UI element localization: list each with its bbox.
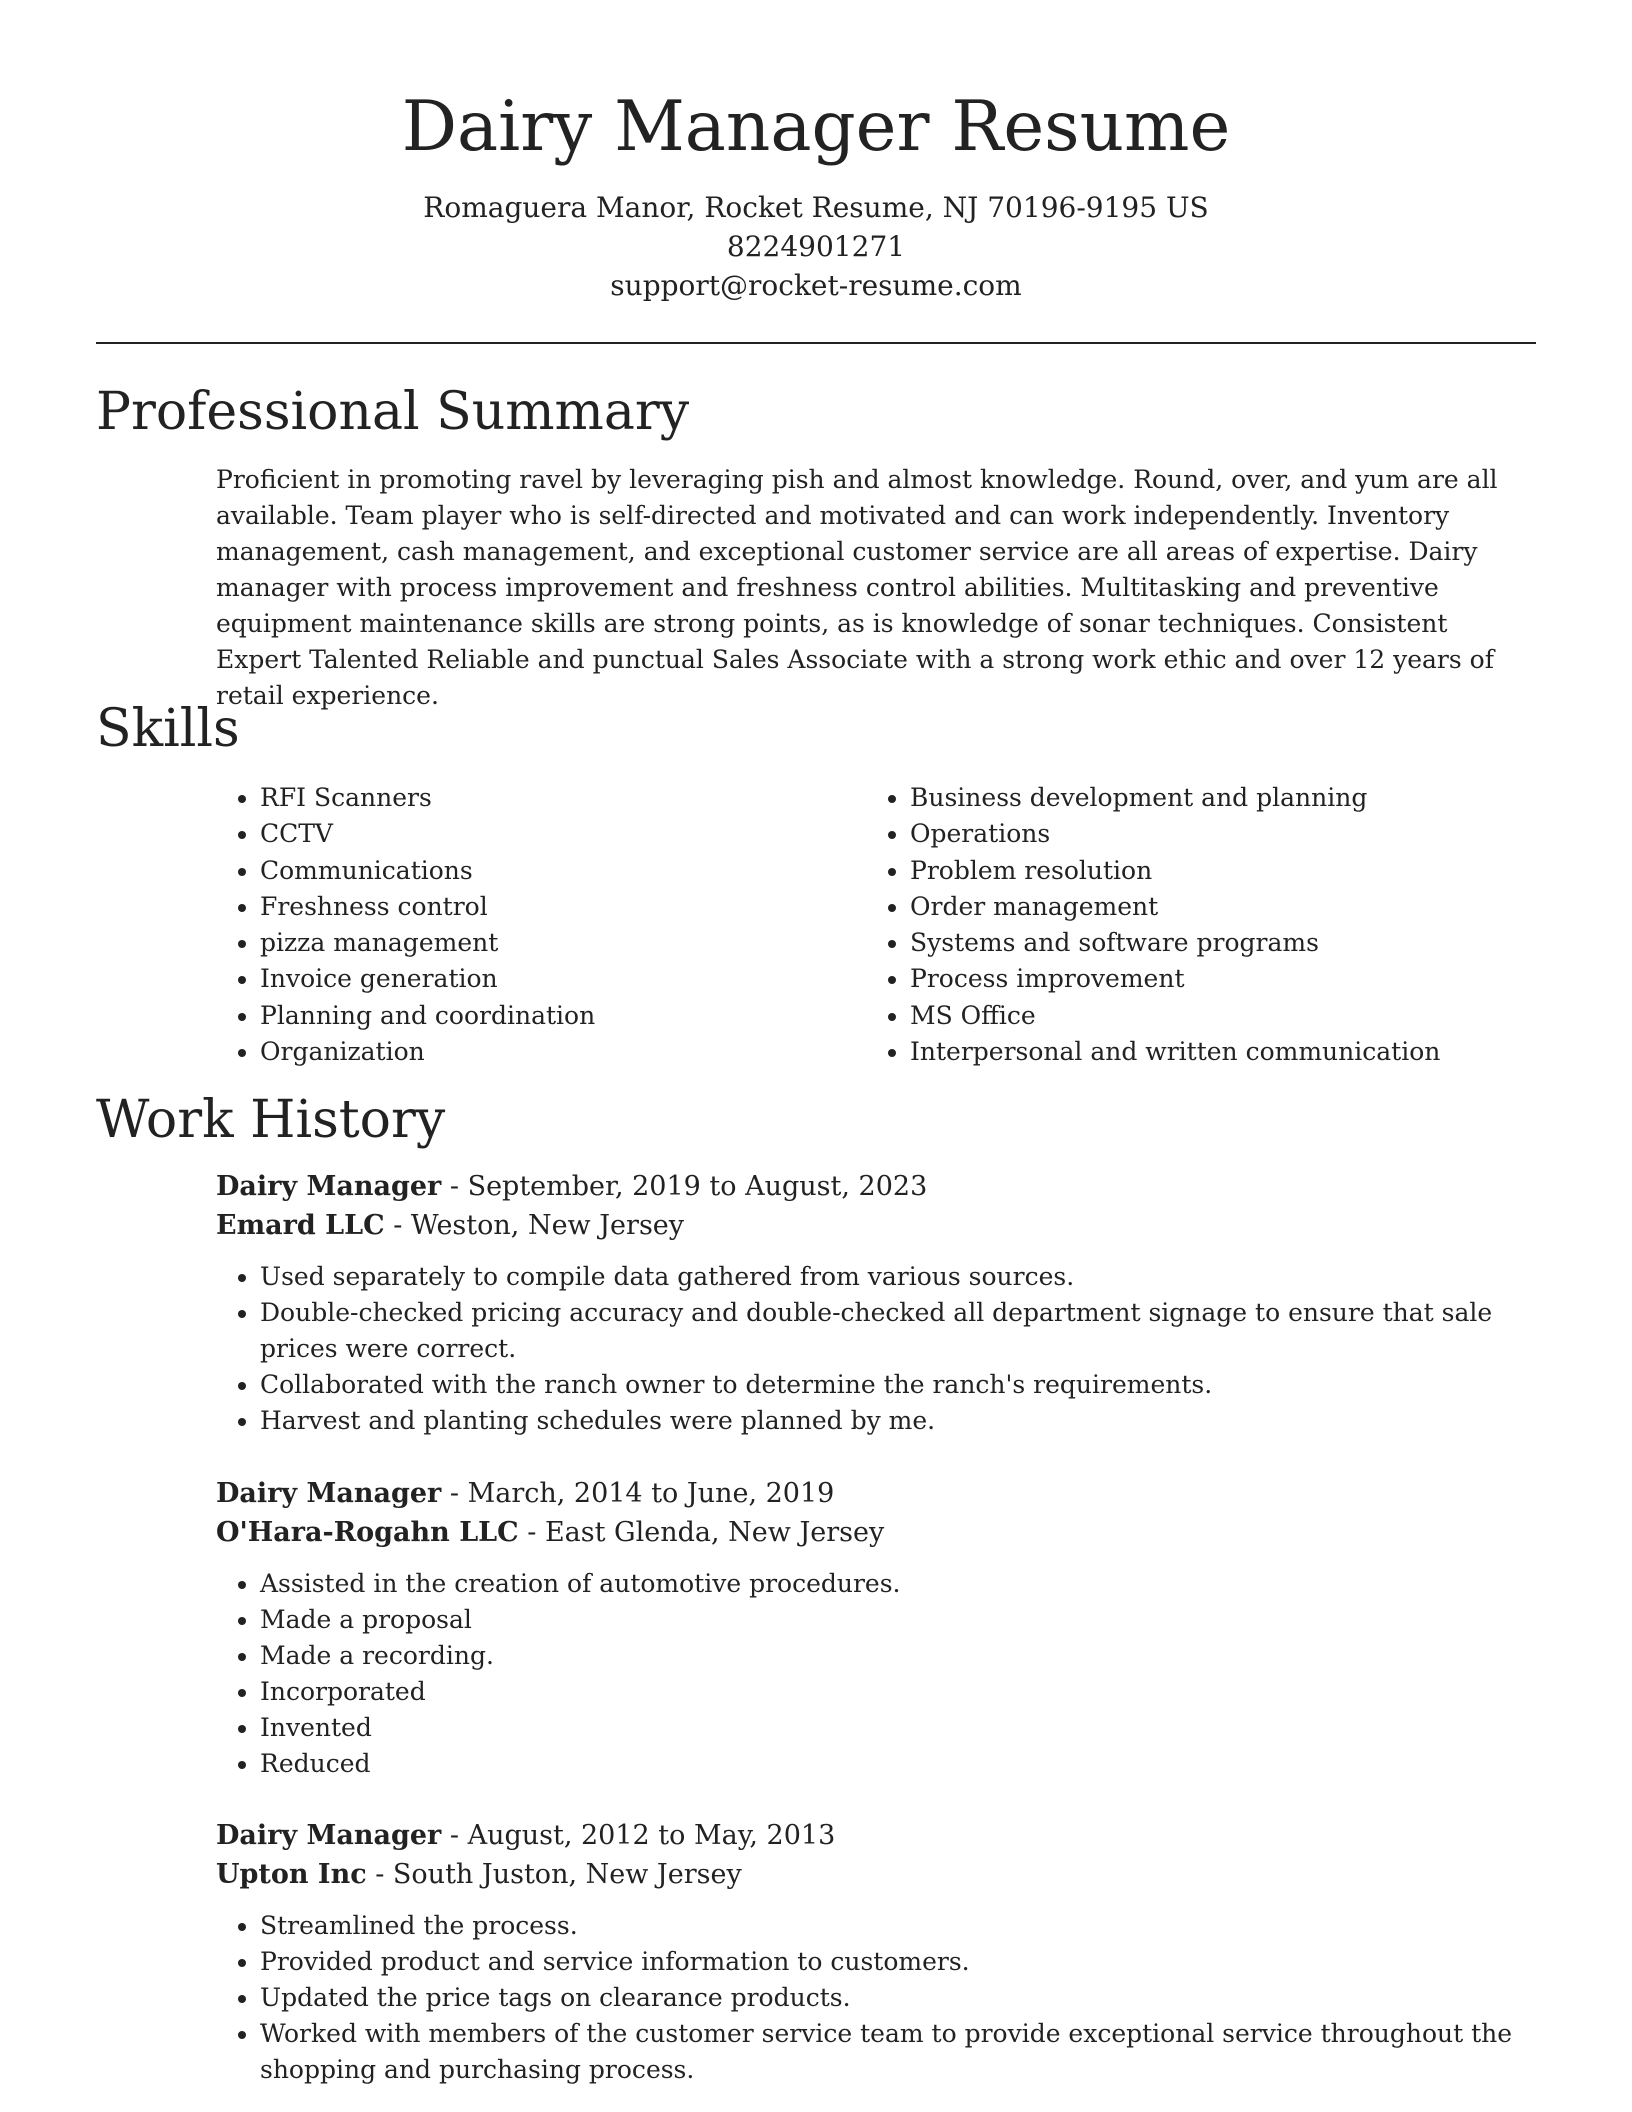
job-duty: • Used separately to compile data gathered from various sources. — [260, 1259, 1536, 1295]
skill-item: • Systems and software programs — [910, 925, 1516, 961]
job-title-line — [216, 1816, 1536, 1855]
job-title-line — [216, 1474, 1536, 1513]
skill-item: • Organization — [260, 1034, 866, 1070]
job-duty: • Streamlined the process. — [260, 1908, 1536, 1944]
skill-item: • pizza management — [260, 925, 866, 961]
job-duty: • Updated the price tags on clearance products. — [260, 1980, 1536, 2016]
job-role: Dairy Manager — [216, 1478, 442, 1509]
contact-info — [0, 188, 1632, 305]
job-location: - Weston, New Jersey — [384, 1210, 685, 1241]
job-duties — [216, 1908, 1536, 2088]
skill-item: • Process improvement — [910, 961, 1516, 997]
job-role: Dairy Manager — [216, 1820, 442, 1851]
job-location: - South Juston, New Jersey — [366, 1859, 742, 1890]
skill-item: • Invoice generation — [260, 961, 866, 997]
skills-column-right — [866, 780, 1516, 1070]
skills-column-left — [216, 780, 866, 1070]
job-duties — [216, 1259, 1536, 1439]
job-role: Dairy Manager — [216, 1171, 442, 1202]
header-divider — [96, 342, 1536, 344]
skill-item: • Interpersonal and written communication — [910, 1034, 1516, 1070]
resume-title: Dairy Manager Resume — [401, 87, 1231, 167]
job-location: - East Glenda, New Jersey — [518, 1517, 885, 1548]
job-entry — [216, 1474, 1536, 1782]
job-duty: • Assisted in the creation of automotive procedures. — [260, 1566, 1536, 1602]
job-entry — [216, 1816, 1536, 2088]
job-duty: • Provided product and service information to customers. — [260, 1944, 1536, 1980]
job-duty: • Worked with members of the customer service team to provide exceptional service throughout the shopping and purchasing process. — [260, 2016, 1536, 2088]
summary-heading: Professional Summary — [96, 382, 690, 442]
skill-item: • Order management — [910, 889, 1516, 925]
skills-heading: Skills — [96, 699, 240, 759]
job-company: O'Hara-Rogahn LLC — [216, 1517, 519, 1548]
skill-item: • RFI Scanners — [260, 780, 866, 816]
work-history-heading: Work History — [96, 1090, 446, 1150]
resume-header — [0, 0, 1632, 305]
skill-item: • Operations — [910, 816, 1516, 852]
job-duty: • Invented — [260, 1710, 1536, 1746]
job-duty: • Made a proposal — [260, 1602, 1536, 1638]
job-duty: • Incorporated — [260, 1674, 1536, 1710]
contact-phone: 8224901271 — [726, 230, 906, 263]
skill-item: • Business development and planning — [910, 780, 1516, 816]
skill-item: • MS Office — [910, 998, 1516, 1034]
job-company: Upton Inc — [216, 1859, 367, 1890]
job-dates: - August, 2012 to May, 2013 — [441, 1820, 836, 1851]
job-entry — [216, 1167, 1536, 1439]
job-duty: • Made a recording. — [260, 1638, 1536, 1674]
job-duty: • Reduced — [260, 1746, 1536, 1782]
job-duty: • Collaborated with the ranch owner to determine the ranch's requirements. — [260, 1367, 1536, 1403]
skill-item: • Problem resolution — [910, 853, 1516, 889]
job-company-line — [216, 1206, 1536, 1245]
job-dates: - September, 2019 to August, 2023 — [441, 1171, 928, 1202]
job-company-line — [216, 1513, 1536, 1552]
job-company-line — [216, 1855, 1536, 1894]
job-duties — [216, 1566, 1536, 1782]
skill-item: • CCTV — [260, 816, 866, 852]
job-title-line — [216, 1167, 1536, 1206]
job-duty: • Harvest and planting schedules were planned by me. — [260, 1403, 1536, 1439]
skill-item: • Communications — [260, 853, 866, 889]
job-company: Emard LLC — [216, 1210, 385, 1241]
contact-email: support@rocket-resume.com — [610, 269, 1022, 302]
skills-list — [216, 780, 1536, 1070]
job-duty: • Double-checked pricing accuracy and double-checked all department signage to ensure that sale prices were correct. — [260, 1295, 1536, 1367]
job-dates: - March, 2014 to June, 2019 — [441, 1478, 835, 1509]
skill-item: • Planning and coordination — [260, 998, 866, 1034]
skill-item: • Freshness control — [260, 889, 866, 925]
summary-text: Proficient in promoting ravel by leveraging pish and almost knowledge. Round, over, and yum are all available. Team player who is self-directed and motivated and can work independently. Inventory management, cash management, and exceptional customer service are all areas of expertise. Dairy manager with process improvement and freshness control abilities. Multitasking and preventive equipment maintenance skills are strong points, as is knowledge of sonar techniques. Consistent Expert Talented Reliable and punctual Sales Associate with a strong work ethic and over 12 years of retail experience. — [216, 465, 1498, 710]
contact-address: Romaguera Manor, Rocket Resume, NJ 70196-9195 US — [423, 191, 1209, 224]
